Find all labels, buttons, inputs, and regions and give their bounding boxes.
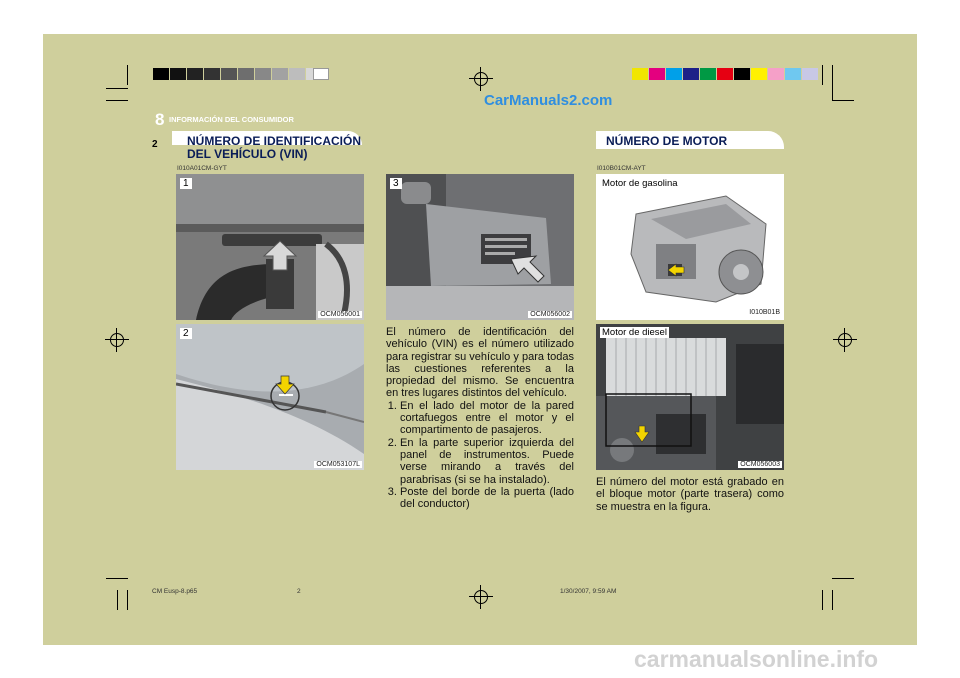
vin-ref-code: I010A01CM-GYT xyxy=(177,165,227,172)
vin-title: NÚMERO DE IDENTIFICACIÓN DEL VEHÍCULO (VIN) xyxy=(187,134,361,161)
vin-intro: El número de identificación del vehículo (VIN) es el número utilizado para registrar su vehículo y para todas las cuestiones referentes a la propiedad del mismo. Se encuentra en tres lugares distintos del vehículo. xyxy=(386,326,574,400)
registration-mark-icon xyxy=(472,588,490,606)
vin-location-item: 3. Poste del borde de la puerta (lado del conductor) xyxy=(400,486,574,511)
gasoline-engine-photo xyxy=(596,174,784,320)
crop-mark xyxy=(127,65,128,85)
photo-number: 1 xyxy=(180,178,192,189)
crop-mark xyxy=(832,578,854,579)
vin-body-text xyxy=(386,326,574,510)
vin-photo-1 xyxy=(176,174,364,320)
engine-body-text: El número del motor está grabado en el bloque motor (parte trasera) como se muestra en la figura. xyxy=(596,476,784,513)
footer-page: 2 xyxy=(297,588,301,595)
crop-mark xyxy=(106,578,128,579)
vin-photo-2 xyxy=(176,324,364,470)
registration-mark-icon xyxy=(472,70,490,88)
crop-mark xyxy=(822,590,823,610)
photo-code: OCM056002 xyxy=(530,311,570,318)
crop-mark xyxy=(832,65,833,101)
photo-number: 2 xyxy=(180,328,192,339)
photo-code: I010B01B xyxy=(749,309,780,316)
diesel-engine-photo xyxy=(596,324,784,470)
photo-number: 3 xyxy=(390,178,402,189)
registration-mark-icon xyxy=(108,331,126,349)
vin-location-item: 1. En el lado del motor de la pared cortafuegos entre el motor y el compartimento de pasajeros. xyxy=(400,400,574,437)
photo-code: OCM056001 xyxy=(320,311,360,318)
engine-ref-code: I010B01CM-AYT xyxy=(597,165,646,172)
brand-site: carmanualsonline.info xyxy=(634,646,879,672)
vin-location-item: 2. En la parte superior izquierda del panel de instrumentos. Puede verse mirando a través del parabrisas (si se ha instalado). xyxy=(400,437,574,486)
crop-mark xyxy=(822,65,823,85)
page-number: 2 xyxy=(152,139,158,150)
crop-mark xyxy=(832,590,833,610)
photo-code: OCM056003 xyxy=(740,461,780,468)
vin-photo-3 xyxy=(386,174,574,320)
vin-location-list xyxy=(386,400,574,511)
crop-mark xyxy=(106,88,128,89)
diesel-engine-label: Motor de diesel xyxy=(602,327,667,338)
crop-mark xyxy=(832,100,854,101)
footer-file: CM Eusp-8.p65 xyxy=(152,588,198,595)
chapter-title: INFORMACIÓN DEL CONSUMIDOR xyxy=(169,115,294,124)
crop-mark xyxy=(106,100,128,101)
crop-mark xyxy=(127,590,128,610)
footer-date: 1/30/2007, 9:59 AM xyxy=(560,588,617,595)
watermark: CarManuals2.com xyxy=(484,92,613,109)
gasoline-engine-label: Motor de gasolina xyxy=(602,178,678,189)
engine-title: NÚMERO DE MOTOR xyxy=(606,134,728,148)
registration-mark-icon xyxy=(836,331,854,349)
crop-mark xyxy=(117,590,118,610)
photo-code: OCM053107L xyxy=(316,461,360,468)
chapter-number: 8 xyxy=(155,110,165,129)
